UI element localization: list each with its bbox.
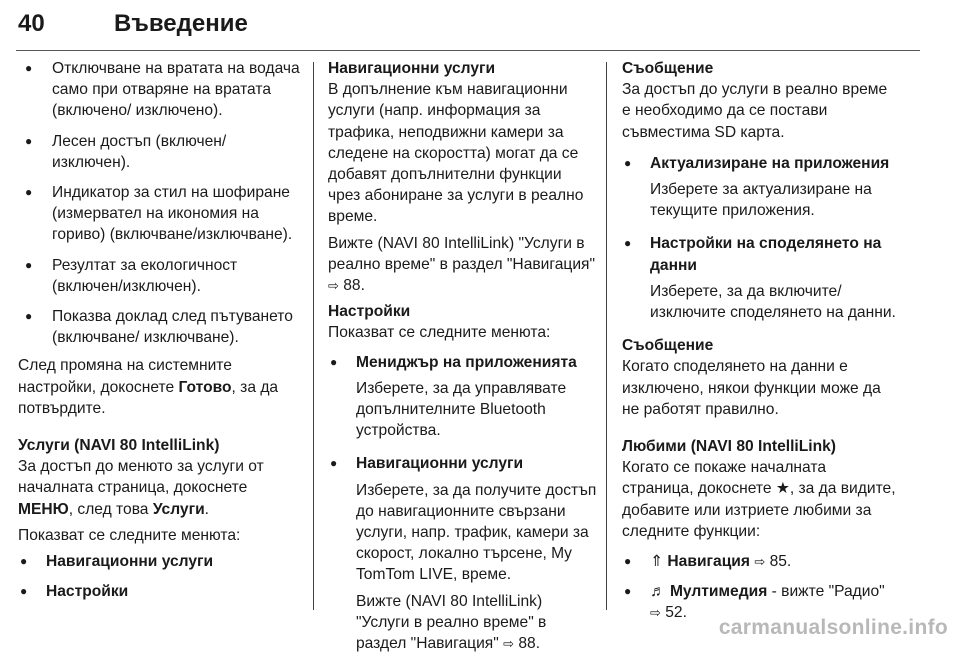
settings-menu-list <box>328 352 598 655</box>
menu-label: МЕНЮ <box>18 500 69 518</box>
page-ref: 88 <box>343 277 361 295</box>
menus-intro: Показват се следните менюта: <box>18 526 241 544</box>
confirm-paragraph <box>18 355 306 419</box>
list-item <box>622 551 898 572</box>
note-text: Когато споделянето на данни е изключено, някои функции може да не работят правилно. <box>622 358 881 418</box>
text: , след това <box>68 500 153 518</box>
page-ref: 52. <box>665 604 687 622</box>
ref-arrow-icon: ⇨ <box>754 554 766 570</box>
favorites-list <box>622 551 898 624</box>
item-description: Изберете, за да управлявате допълнителните Bluetooth устройства. <box>356 379 567 440</box>
text: - вижте "Радио" <box>767 583 885 601</box>
services-paragraph <box>18 456 306 520</box>
heading-settings: Настройки <box>328 303 411 321</box>
see-reference-paragraph: Вижте (NAVI 80 IntelliLink) "Услуги в реално време" в раздел "Навигация" ⇨ 88. <box>328 234 596 295</box>
item-description: Изберете за актуализиране на текущите приложения. <box>650 181 872 220</box>
heading-navigation-services: Навигационни услуги <box>328 60 496 77</box>
ref-arrow-icon: ⇨ <box>650 605 661 621</box>
star-icon: ★ <box>775 480 790 498</box>
update-list <box>622 153 898 323</box>
list-item: ● Индикатор за стил на шофиране (измервател на икономия на гориво) (включване/изключване). <box>18 182 306 246</box>
done-label: Готово <box>178 378 232 396</box>
ref-arrow-icon: ⇨ <box>328 278 339 294</box>
list-item: ● Навигационни услуги <box>18 551 306 572</box>
settings-intro: Показват се следните менюта: <box>328 324 551 342</box>
heading-favorites: Любими (NAVI 80 IntelliLink) <box>622 438 836 456</box>
settings-bullet-list <box>18 58 306 348</box>
text: След промяна на системните настройки, докоснете <box>18 357 232 396</box>
text: За достъп до менюто за услуги от началната страница, докоснете <box>18 458 264 497</box>
list-item: ● Настройки <box>18 581 306 602</box>
watermark: carmanualsonline.info <box>718 616 948 639</box>
navigation-services-paragraph: В допълнение към навигационни услуги (напр. информация за трафика, неподвижни камери за следене на скоростта) могат да се добавят допълнителни функции чрез абониране за услуги в реално време. <box>328 81 584 226</box>
note-title: Съобщение <box>622 337 714 355</box>
list-item: ● Резултат за екологичност (включен/изключен). <box>18 255 306 297</box>
text: , за да потвърдите. <box>18 378 279 417</box>
navigation-icon: ⇑ <box>650 553 664 571</box>
multimedia-icon: ♬ <box>650 583 666 601</box>
text: , за да видите, добавите или изтриете любими за следните функции: <box>622 480 896 540</box>
item-description: Изберете, за да включите/ изключите споделянето на данни. <box>650 282 896 322</box>
list-item: ● Показва доклад след пътуването (включване/ изключване). <box>18 306 306 348</box>
item-title: ● Мениджър на приложенията <box>356 353 577 371</box>
item-description: Изберете, за да получите достъп до навигационните свързани услуги, напр. трафик, камери за скорост, локално търсене, My TomTom LIVE, време. <box>356 481 597 584</box>
ref-arrow-icon: ⇨ <box>503 636 515 652</box>
page-header <box>16 6 920 51</box>
page-ref: 88 <box>518 635 536 653</box>
menus-list <box>18 551 306 602</box>
list-item <box>622 153 898 222</box>
text: Вижте (NAVI 80 IntelliLink) "Услуги в реално време" в раздел "Навигация" <box>328 234 596 273</box>
column-3 <box>622 58 898 633</box>
page-ref: 85. <box>769 553 792 571</box>
item-title: ● Навигационни услуги <box>356 455 524 473</box>
text: . <box>204 500 210 518</box>
item-title: ● Настройки на споделянето на данни <box>650 235 882 274</box>
text: Когато се покаже началната страница, докоснете <box>622 459 827 498</box>
page-number: 40 <box>18 10 45 37</box>
column-divider <box>313 62 314 610</box>
list-item: ● Отключване на вратата на водача само при отваряне на вратата (включено/ изключено). <box>18 58 306 122</box>
list-item <box>622 233 898 323</box>
section-heading-services: Услуги (NAVI 80 IntelliLink) <box>18 437 220 455</box>
services-label: Услуги <box>152 500 205 518</box>
note-text: За достъп до услуги в реално време е необходимо да се постави съвместима SD карта. <box>622 81 888 141</box>
column-divider <box>606 62 607 610</box>
page-title: Въведение <box>114 10 248 37</box>
list-item <box>328 453 598 654</box>
column-2 <box>328 58 598 666</box>
item-reference: Вижте (NAVI 80 IntelliLink) "Услуги в реално време" в раздел "Навигация" ⇨ 88. <box>356 592 547 653</box>
item-title: Навигация <box>667 553 750 571</box>
item-title: ● Актуализиране на приложения <box>650 154 890 172</box>
note-title: Съобщение <box>622 60 714 77</box>
list-item: ● Лесен достъп (включен/ изключен). <box>18 131 306 173</box>
text: Вижте (NAVI 80 IntelliLink) "Услуги в реално време" в раздел "Навигация" <box>356 592 547 653</box>
favorites-paragraph <box>622 457 898 542</box>
list-item <box>328 352 598 442</box>
column-1 <box>18 58 306 611</box>
item-title: Мултимедия <box>669 583 768 601</box>
